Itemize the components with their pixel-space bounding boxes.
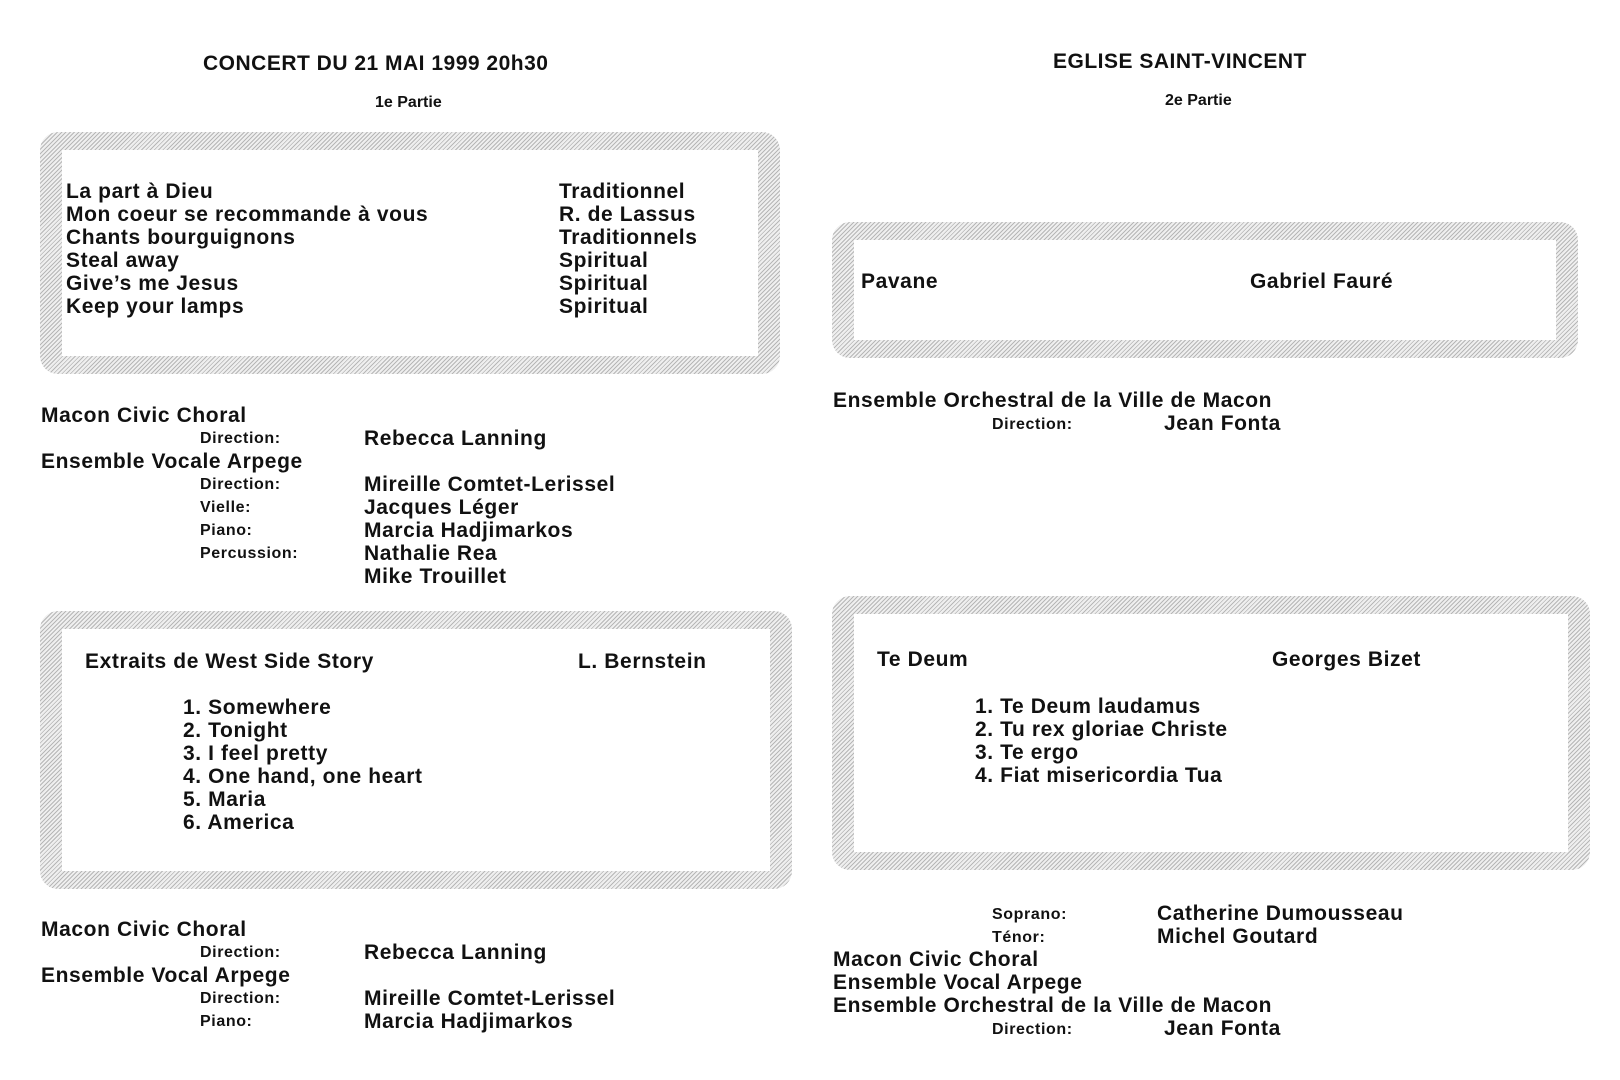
movement-list: [183, 696, 423, 834]
performer-name: Jean Fonta: [1164, 412, 1281, 435]
movement-item: 4. Fiat misericordia Tua: [975, 764, 1223, 787]
choir-name: Macon Civic Choral: [833, 948, 1039, 971]
role-label: Vielle:: [200, 499, 252, 516]
piece-list: [66, 180, 428, 318]
piece-title: La part à Dieu: [66, 180, 214, 203]
role-label: Direction:: [200, 944, 281, 961]
movement-item: 3. I feel pretty: [183, 742, 328, 765]
role-label: Direction:: [992, 1021, 1073, 1038]
part-one-label: 1e Partie: [375, 94, 442, 111]
piece-title: Steal away: [66, 249, 180, 272]
work-composer: L. Bernstein: [578, 650, 707, 673]
performer-name: Jean Fonta: [1164, 1017, 1281, 1040]
part-two-label: 2e Partie: [1165, 92, 1232, 109]
performer-name: Mireille Comtet-Lerissel: [364, 473, 616, 496]
performer-name: Rebecca Lanning: [364, 941, 547, 964]
movement-list: [975, 695, 1228, 787]
performer-name: Marcia Hadjimarkos: [364, 1010, 574, 1033]
role-label: Direction:: [992, 416, 1073, 433]
ensemble-name: Ensemble Orchestral de la Ville de Macon: [833, 389, 1273, 412]
role-label: Direction:: [200, 476, 281, 493]
movement-item: 6. America: [183, 811, 295, 834]
composer-list: [559, 180, 698, 318]
movement-item: 4. One hand, one heart: [183, 765, 423, 788]
work-title: Pavane: [861, 270, 939, 293]
venue-title: EGLISE SAINT-VINCENT: [1053, 50, 1307, 73]
piece-title: Chants bourguignons: [66, 226, 296, 249]
movement-item: 1. Te Deum laudamus: [975, 695, 1201, 718]
performer-name: Rebecca Lanning: [364, 427, 547, 450]
composer-name: Spiritual: [559, 295, 649, 318]
work-title: Extraits de West Side Story: [85, 650, 374, 673]
choir-name: Macon Civic Choral: [41, 404, 247, 427]
role-label: Piano:: [200, 522, 253, 539]
ensemble-name: Ensemble Vocale Arpege: [41, 450, 303, 473]
piece-title: Keep your lamps: [66, 295, 245, 318]
work-composer: Georges Bizet: [1272, 648, 1422, 671]
performer-name: Mireille Comtet-Lerissel: [364, 987, 616, 1010]
movement-item: 5. Maria: [183, 788, 267, 811]
composer-name: Spiritual: [559, 249, 649, 272]
concert-title: CONCERT DU 21 MAI 1999 20h30: [203, 52, 549, 75]
role-label: Ténor:: [992, 929, 1046, 946]
ensemble-name: Ensemble Orchestral de la Ville de Macon: [833, 994, 1273, 1017]
role-label: Direction:: [200, 990, 281, 1007]
piece-title: Give’s me Jesus: [66, 272, 239, 295]
performer-name: Michel Goutard: [1157, 925, 1319, 948]
movement-item: 2. Tonight: [183, 719, 288, 742]
composer-name: Spiritual: [559, 272, 649, 295]
work-composer: Gabriel Fauré: [1250, 270, 1394, 293]
performer-name: Nathalie Rea: [364, 542, 498, 565]
choir-name: Macon Civic Choral: [41, 918, 247, 941]
composer-name: Traditionnel: [559, 180, 686, 203]
performer-name: Mike Trouillet: [364, 565, 507, 588]
work-title: Te Deum: [877, 648, 969, 671]
role-label: Percussion:: [200, 545, 299, 562]
movement-item: 1. Somewhere: [183, 696, 332, 719]
ensemble-name: Ensemble Vocal Arpege: [41, 964, 291, 987]
performer-name: Catherine Dumousseau: [1157, 902, 1404, 925]
performer-name: Marcia Hadjimarkos: [364, 519, 574, 542]
composer-name: Traditionnels: [559, 226, 698, 249]
movement-item: 2. Tu rex gloriae Christe: [975, 718, 1228, 741]
piece-title: Mon coeur se recommande à vous: [66, 203, 429, 226]
role-label: Piano:: [200, 1013, 253, 1030]
role-label: Soprano:: [992, 906, 1068, 923]
movement-item: 3. Te ergo: [975, 741, 1079, 764]
performer-name: Jacques Léger: [364, 496, 519, 519]
ensemble-name: Ensemble Vocal Arpege: [833, 971, 1083, 994]
composer-name: R. de Lassus: [559, 203, 696, 226]
role-label: Direction:: [200, 430, 281, 447]
